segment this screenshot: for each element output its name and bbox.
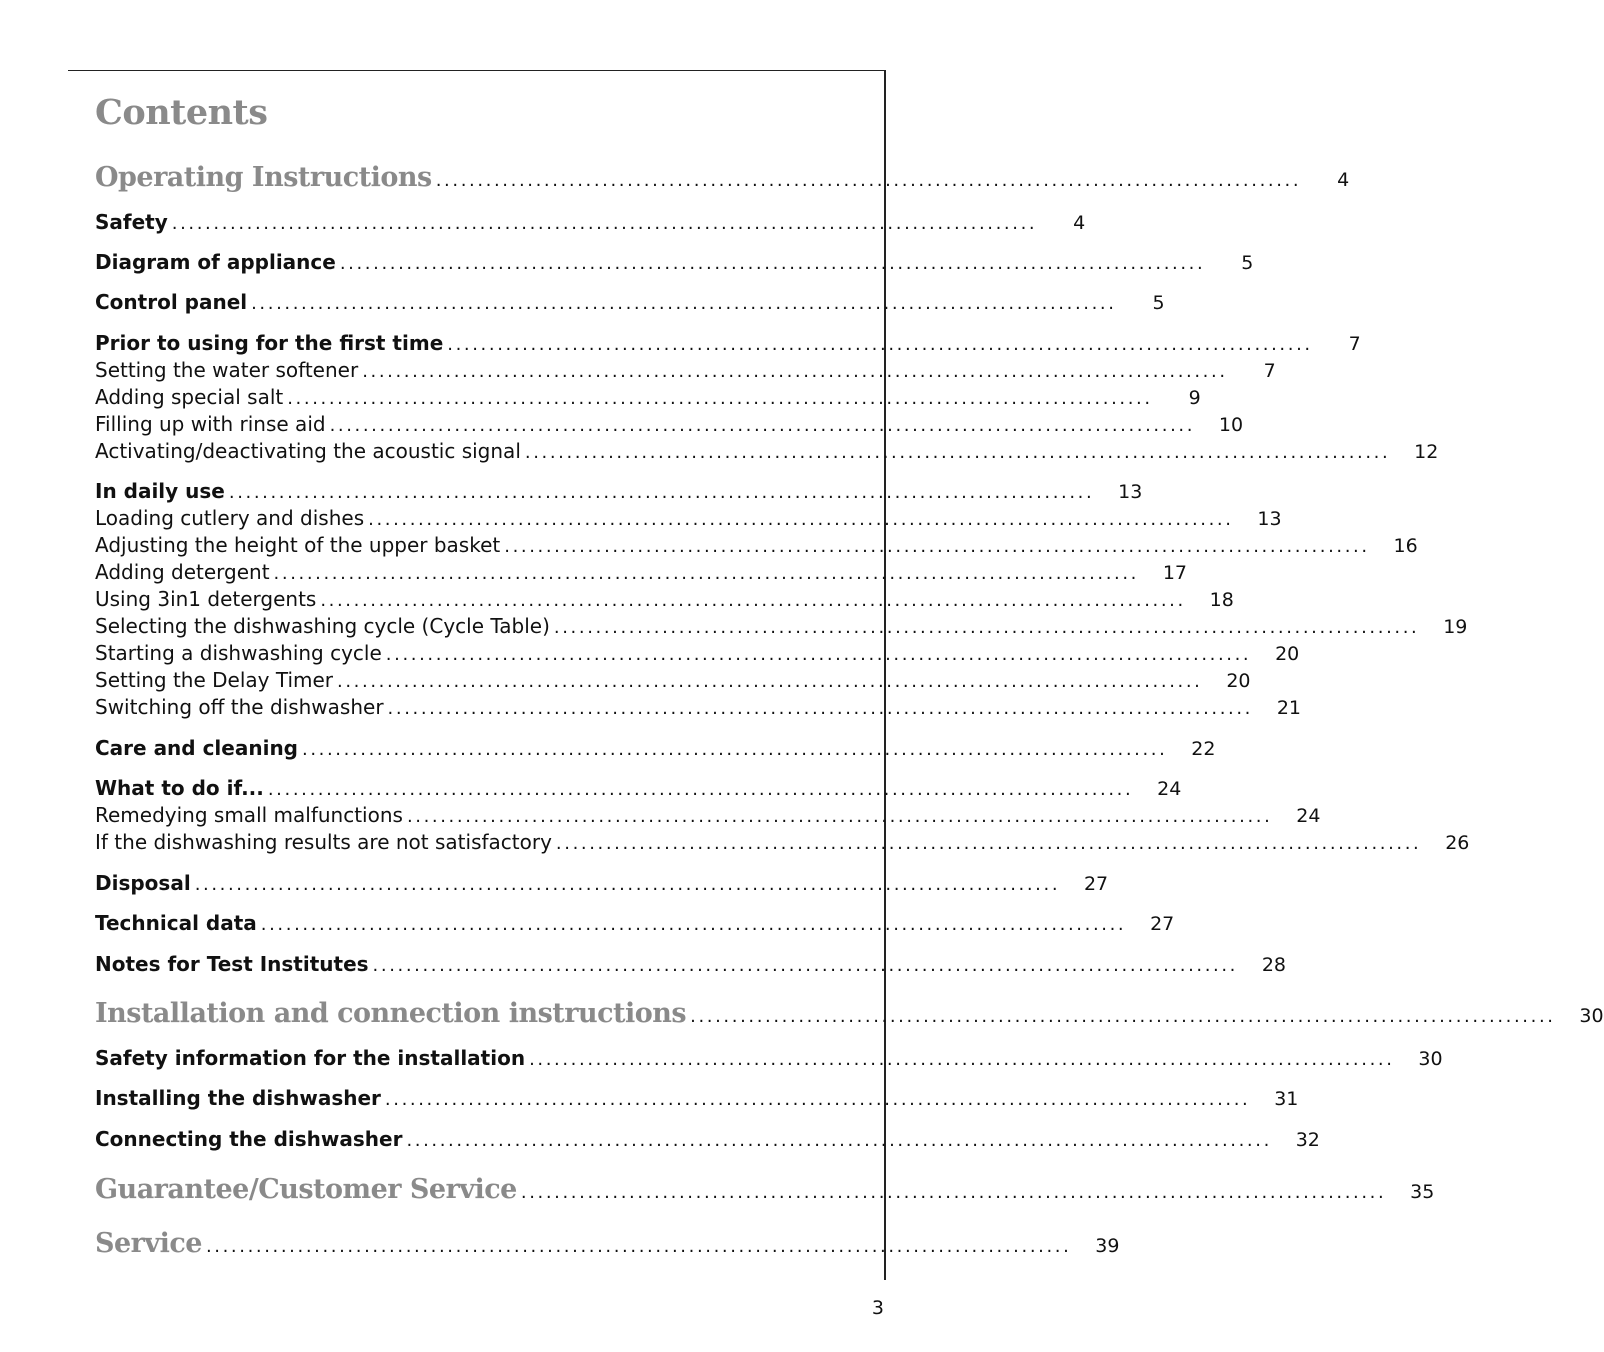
toc-leader-dots: ........................................................................................................ — [205, 1236, 1072, 1257]
toc-entry-page: 5 — [1152, 292, 1165, 314]
toc-entry-label: Diagram of appliance — [95, 250, 336, 274]
toc-entry-installation-instructions[interactable] — [95, 998, 1604, 1029]
toc-entry-label: In daily use — [95, 479, 225, 503]
toc-entry-guarantee[interactable] — [95, 1174, 1435, 1205]
toc-entry-page: 10 — [1218, 414, 1244, 436]
toc-leader-dots: ........................................................................................................ — [387, 698, 1254, 719]
toc-leader-dots: ........................................................................................................ — [267, 779, 1134, 800]
toc-entry-service[interactable] — [95, 1228, 1120, 1259]
toc-entry-connecting-dishwasher[interactable] — [95, 1127, 1320, 1151]
toc-entry-page: 18 — [1209, 589, 1234, 611]
toc-entry-page: 13 — [1257, 508, 1282, 530]
toc-entry-special-salt[interactable] — [95, 385, 1201, 409]
page-number: 3 — [871, 1297, 884, 1319]
toc-entry-label: Operating Instructions — [95, 162, 432, 193]
toc-entry-water-softener[interactable] — [95, 358, 1276, 382]
toc-leader-dots: ........................................................................................................ — [524, 442, 1391, 463]
toc-entry-what-to-do-if[interactable] — [95, 776, 1182, 800]
toc-entry-label: Using 3in1 detergents — [95, 587, 317, 611]
toc-entry-page: 26 — [1445, 832, 1470, 854]
toc-entry-label: Loading cutlery and dishes — [95, 506, 365, 530]
toc-leader-dots: ........................................................................................................ — [435, 170, 1302, 191]
toc-leader-dots: ........................................................................................................ — [384, 1089, 1251, 1110]
toc-entry-label: Installation and connection instructions — [95, 998, 687, 1029]
toc-leader-dots: ........................................................................................................ — [337, 671, 1203, 692]
toc-leader-dots: ........................................................................................................ — [555, 833, 1422, 854]
toc-entry-page: 31 — [1274, 1088, 1299, 1110]
toc-entry-page: 35 — [1410, 1181, 1435, 1203]
toc-entry-page: 28 — [1261, 954, 1287, 976]
toc-entry-operating-instructions[interactable] — [95, 162, 1350, 193]
toc-entry-technical-data[interactable] — [95, 911, 1175, 935]
toc-leader-dots: ........................................................................................................ — [690, 1006, 1556, 1027]
toc-entry-3in1-detergents[interactable] — [95, 587, 1234, 611]
toc-entry-page: 30 — [1418, 1048, 1443, 1070]
toc-entry-page: 27 — [1083, 873, 1109, 895]
toc-entry-page: 13 — [1118, 481, 1143, 503]
toc-entry-label: If the dishwashing results are not satisfactory — [95, 830, 552, 854]
toc-entry-care-and-cleaning[interactable] — [95, 736, 1216, 760]
toc-entry-page: 27 — [1150, 913, 1175, 935]
toc-entry-page: 20 — [1275, 643, 1300, 665]
toc-entry-upper-basket[interactable] — [95, 533, 1418, 557]
toc-entry-installation-safety[interactable] — [95, 1046, 1443, 1070]
toc-entry-label: Filling up with rinse aid — [95, 412, 326, 436]
page-title: Contents — [95, 92, 268, 133]
toc-entry-control-panel[interactable] — [95, 290, 1165, 314]
toc-entry-acoustic-signal[interactable] — [95, 439, 1439, 463]
toc-entry-results-not-satisfactory[interactable] — [95, 830, 1470, 854]
toc-entry-loading-cutlery[interactable] — [95, 506, 1282, 530]
toc-leader-dots: ........................................................................................................ — [520, 1182, 1387, 1203]
toc-leader-dots: ........................................................................................................ — [447, 334, 1313, 355]
toc-entry-adding-detergent[interactable] — [95, 560, 1188, 584]
toc-leader-dots: ........................................................................................................ — [406, 1130, 1272, 1151]
toc-entry-page: 22 — [1191, 738, 1216, 760]
toc-entry-page: 32 — [1295, 1129, 1320, 1151]
toc-entry-page: 24 — [1296, 805, 1321, 827]
toc-leader-dots: ........................................................................................................ — [302, 739, 1168, 760]
toc-entry-label: Switching off the dishwasher — [95, 695, 384, 719]
toc-entry-installing-dishwasher[interactable] — [95, 1086, 1299, 1110]
toc-entry-cycle-table[interactable] — [95, 614, 1468, 638]
toc-entry-page: 16 — [1393, 535, 1418, 557]
toc-entry-label: Starting a dishwashing cycle — [95, 641, 382, 665]
toc-entry-label: Service — [95, 1228, 202, 1259]
toc-leader-dots: ........................................................................................................ — [287, 388, 1153, 409]
toc-entry-label: Technical data — [95, 911, 257, 935]
toc-entry-diagram-of-appliance[interactable] — [95, 250, 1254, 274]
toc-entry-page: 17 — [1162, 562, 1188, 584]
toc-entry-label: Control panel — [95, 290, 248, 314]
toc-leader-dots: ........................................................................................................ — [251, 293, 1117, 314]
toc-entry-page: 20 — [1226, 670, 1251, 692]
toc-entry-label: Connecting the dishwasher — [95, 1127, 403, 1151]
toc-entry-page: 21 — [1276, 697, 1302, 719]
toc-entry-label: Setting the Delay Timer — [95, 668, 334, 692]
toc-leader-dots: ........................................................................................................ — [194, 874, 1061, 895]
toc-leader-dots: ........................................................................................................ — [406, 806, 1273, 827]
toc-entry-label: Adding detergent — [95, 560, 270, 584]
toc-entry-label: Safety information for the installation — [95, 1046, 526, 1070]
toc-leader-dots: ........................................................................................................ — [171, 213, 1038, 234]
toc-entry-label: Selecting the dishwashing cycle (Cycle Table) — [95, 614, 550, 638]
toc-leader-dots: ........................................................................................................ — [368, 509, 1234, 530]
toc-entry-prior-to-using[interactable] — [95, 331, 1361, 355]
toc-entry-disposal[interactable] — [95, 871, 1109, 895]
top-rule — [68, 70, 886, 71]
toc-entry-test-institutes[interactable] — [95, 952, 1287, 976]
toc-leader-dots: ........................................................................................................ — [553, 617, 1420, 638]
toc-entry-label: Setting the water softener — [95, 358, 359, 382]
toc-entry-safety[interactable] — [95, 210, 1086, 234]
toc-leader-dots: ........................................................................................................ — [260, 914, 1127, 935]
toc-entry-label: Adjusting the height of the upper basket — [95, 533, 501, 557]
toc-entry-page: 4 — [1073, 212, 1086, 234]
toc-entry-delay-timer[interactable] — [95, 668, 1251, 692]
toc-leader-dots: ........................................................................................................ — [329, 415, 1196, 436]
toc-entry-page: 7 — [1348, 333, 1361, 355]
toc-entry-page: 9 — [1188, 387, 1201, 409]
toc-entry-page: 4 — [1337, 169, 1350, 191]
toc-leader-dots: ........................................................................................................ — [228, 482, 1095, 503]
toc-entry-label: Adding special salt — [95, 385, 284, 409]
toc-entry-label: Safety — [95, 210, 168, 234]
toc-entry-label: Prior to using for the first time — [95, 331, 444, 355]
toc-entry-label: Activating/deactivating the acoustic signal — [95, 439, 521, 463]
toc-entry-page: 19 — [1443, 616, 1468, 638]
toc-entry-label: Installing the dishwasher — [95, 1086, 381, 1110]
toc-entry-rinse-aid[interactable] — [95, 412, 1244, 436]
toc-leader-dots: ........................................................................................................ — [385, 644, 1252, 665]
toc-entry-page: 30 — [1579, 1005, 1604, 1027]
toc-entry-label: Notes for Test Institutes — [95, 952, 369, 976]
toc-entry-page: 5 — [1241, 252, 1254, 274]
toc-leader-dots: ........................................................................................................ — [504, 536, 1370, 557]
toc-entry-small-malfunctions[interactable] — [95, 803, 1321, 827]
toc-entry-label: Remedying small malfunctions — [95, 803, 403, 827]
toc-leader-dots: ........................................................................................................ — [320, 590, 1186, 611]
toc-leader-dots: ........................................................................................................ — [529, 1049, 1395, 1070]
toc-entry-in-daily-use[interactable] — [95, 479, 1143, 503]
toc-leader-dots: ........................................................................................................ — [273, 563, 1140, 584]
toc-entry-page: 12 — [1414, 441, 1439, 463]
toc-entry-page: 39 — [1095, 1235, 1120, 1257]
toc-entry-page: 7 — [1263, 360, 1276, 382]
toc-leader-dots: ........................................................................................................ — [362, 361, 1228, 382]
toc-entry-starting-cycle[interactable] — [95, 641, 1300, 665]
toc-leader-dots: ........................................................................................................ — [372, 955, 1239, 976]
toc-entry-label: Guarantee/Customer Service — [95, 1174, 517, 1205]
toc-leader-dots: ........................................................................................................ — [339, 253, 1206, 274]
toc-entry-switching-off[interactable] — [95, 695, 1302, 719]
toc-entry-label: Care and cleaning — [95, 736, 298, 760]
toc-entry-page: 24 — [1157, 778, 1182, 800]
toc-entry-label: What to do if... — [95, 776, 264, 800]
toc-entry-label: Disposal — [95, 871, 191, 895]
